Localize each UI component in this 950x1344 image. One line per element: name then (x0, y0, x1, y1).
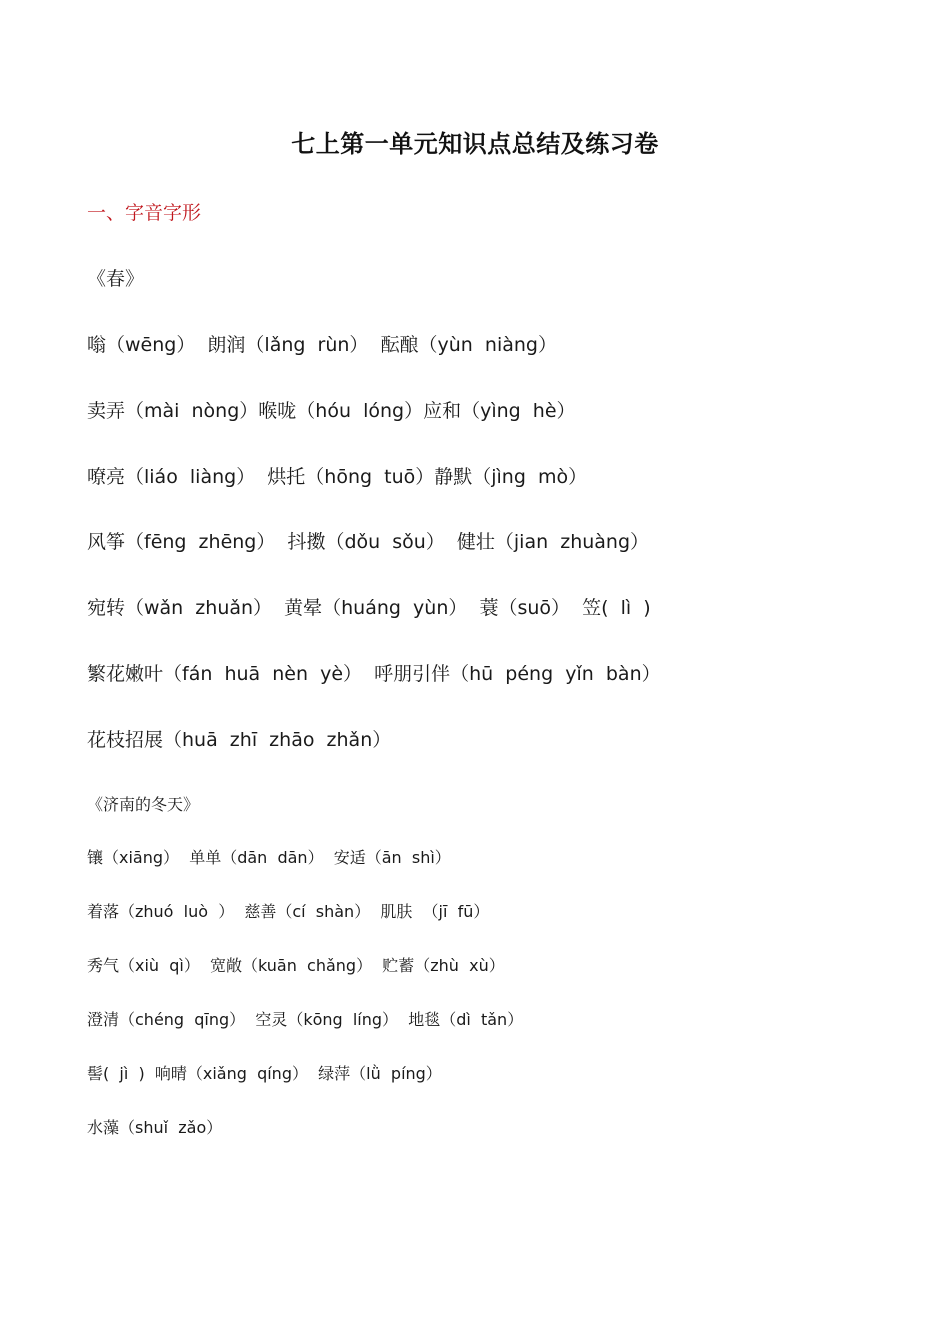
pinyin-line: 风筝（fēng zhēng） 抖擞（dǒu sǒu） 健壮（jian zhuàng） (87, 531, 650, 553)
pinyin-line: 繁花嫩叶（fán huā nèn yè） 呼朋引伴（hū péng yǐn bàn） (87, 663, 661, 685)
page-title: 七上第一单元知识点总结及练习卷 (291, 129, 659, 158)
lesson-title-chun: 《春》 (87, 268, 145, 290)
pinyin-line: 髻( jì ) 响晴（xiǎng qíng） 绿萍（lǜ píng） (87, 1064, 442, 1083)
lesson-title-jinan: 《济南的冬天》 (87, 795, 200, 814)
pinyin-line: 水藻（shuǐ zǎo） (87, 1118, 223, 1137)
pinyin-line: 澄清（chéng qīng） 空灵（kōng líng） 地毯（dì tǎn） (87, 1010, 524, 1029)
pinyin-line: 花枝招展（huā zhī zhāo zhǎn） (87, 729, 392, 751)
pinyin-line: 镶（xiāng） 单单（dān dān） 安适（ān shì） (87, 848, 451, 867)
pinyin-line: 嗡（wēng） 朗润（lǎng rùn） 酝酿（yùn niàng） (87, 334, 557, 356)
pinyin-line: 宛转（wǎn zhuǎn） 黄晕（huáng yùn） 蓑（suō） 笠( lì ) (87, 597, 651, 619)
pinyin-line: 卖弄（mài nòng）喉咙（hóu lóng）应和（yìng hè） (87, 400, 576, 422)
section-heading: 一、字音字形 (87, 202, 202, 224)
pinyin-line: 着落（zhuó luò ） 慈善（cí shàn） 肌肤 （jī fū） (87, 902, 490, 921)
pinyin-line: 秀气（xiù qì） 宽敞（kuān chǎng） 贮蓄（zhù xù） (87, 956, 505, 975)
pinyin-line: 嘹亮（liáo liàng） 烘托（hōng tuō）静默（jìng mò） (87, 466, 588, 488)
